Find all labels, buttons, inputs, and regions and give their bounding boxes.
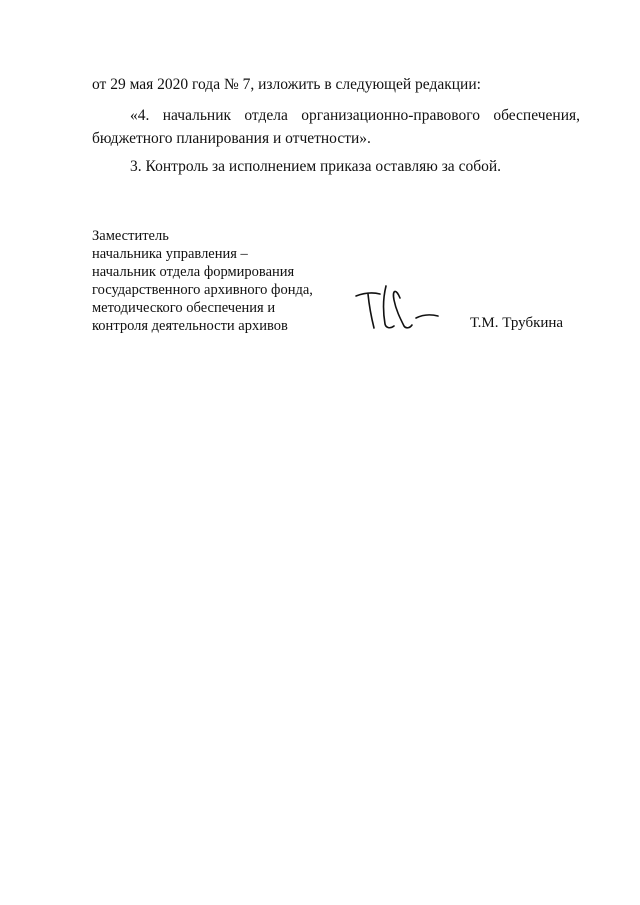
item-4-word: обеспечения, [493, 107, 580, 124]
item-4-word: начальник [162, 107, 232, 124]
position-line: начальник отдела формирования [92, 264, 295, 280]
text-line-item-4-continuation: бюджетного планирования и отчетности». [92, 130, 371, 147]
position-line: контроля деятельности архивов [92, 318, 288, 334]
position-line: методического обеспечения и [92, 300, 276, 316]
text-line-amendment-date: от 29 мая 2020 года № 7, изложить в следующей редакции: [92, 76, 481, 93]
item-4-word: отдела [244, 107, 288, 124]
position-line: Заместитель [92, 228, 169, 244]
signer-name: Т.М. Трубкина [470, 315, 564, 331]
item-4-word: «4. [130, 107, 150, 124]
text-line-item-4 [130, 106, 580, 126]
handwritten-signature [350, 284, 442, 336]
position-line: государственного архивного фонда, [92, 282, 313, 298]
text-line-item-3: 3. Контроль за исполнением приказа оставляю за собой. [130, 158, 502, 175]
position-line: начальника управления – [92, 246, 248, 262]
item-4-word: организационно-правового [301, 107, 480, 124]
signatory-position [92, 227, 313, 335]
